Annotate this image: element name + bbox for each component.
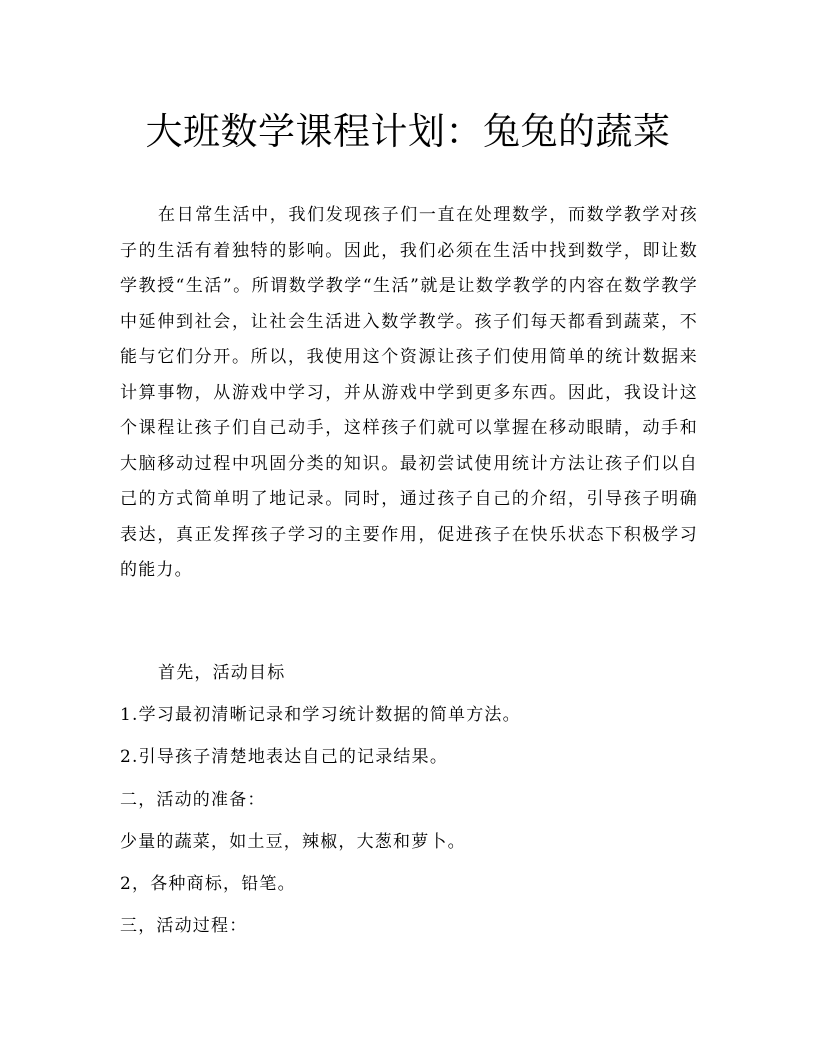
goal-item-2: 2.引导孩子清楚地表达自己的记录结果。 <box>120 747 449 767</box>
document-title: 大班数学课程计划：兔兔的蔬菜 <box>145 110 671 153</box>
prep-item-1: 少量的蔬菜，如土豆，辣椒，大葱和萝卜。 <box>120 832 466 852</box>
intro-paragraph: 在日常生活中，我们发现孩子们一直在处理数学，而数学教学对孩子的生活有着独特的影响。因此，我们必须在生活中找到数学，即让数学教授“生活”。所谓数学教学“生活”就是让数学教学的内容在数学教学中延伸到社会，让社会生活进入数学教学。孩子们每天都看到蔬菜，不能与它们分开。所以，我使用这个资源让孩子们使用简单的统计数据来计算事物，从游戏中学习，并从游戏中学到更多东西。因此，我设计这个课程让孩子们自己动手，这样孩子们就可以掌握在移动眼睛，动手和大脑移动过程中巩固分类的知识。最初尝试使用统计方法让孩子们以自己的方式简单明了地记录。同时，通过孩子自己的介绍，引导孩子明确表达，真正发挥孩子学习的主要作用，促进孩子在快乐状态下积极学习的能力。 <box>120 205 698 580</box>
section1-heading: 首先，活动目标 <box>158 663 286 683</box>
section3-heading: 三，活动过程： <box>120 916 248 936</box>
prep-item-2: 2，各种商标，铅笔。 <box>120 874 296 894</box>
section2-heading: 二，活动的准备： <box>120 790 266 810</box>
goal-item-1: 1.学习最初清晰记录和学习统计数据的简单方法。 <box>120 705 521 725</box>
